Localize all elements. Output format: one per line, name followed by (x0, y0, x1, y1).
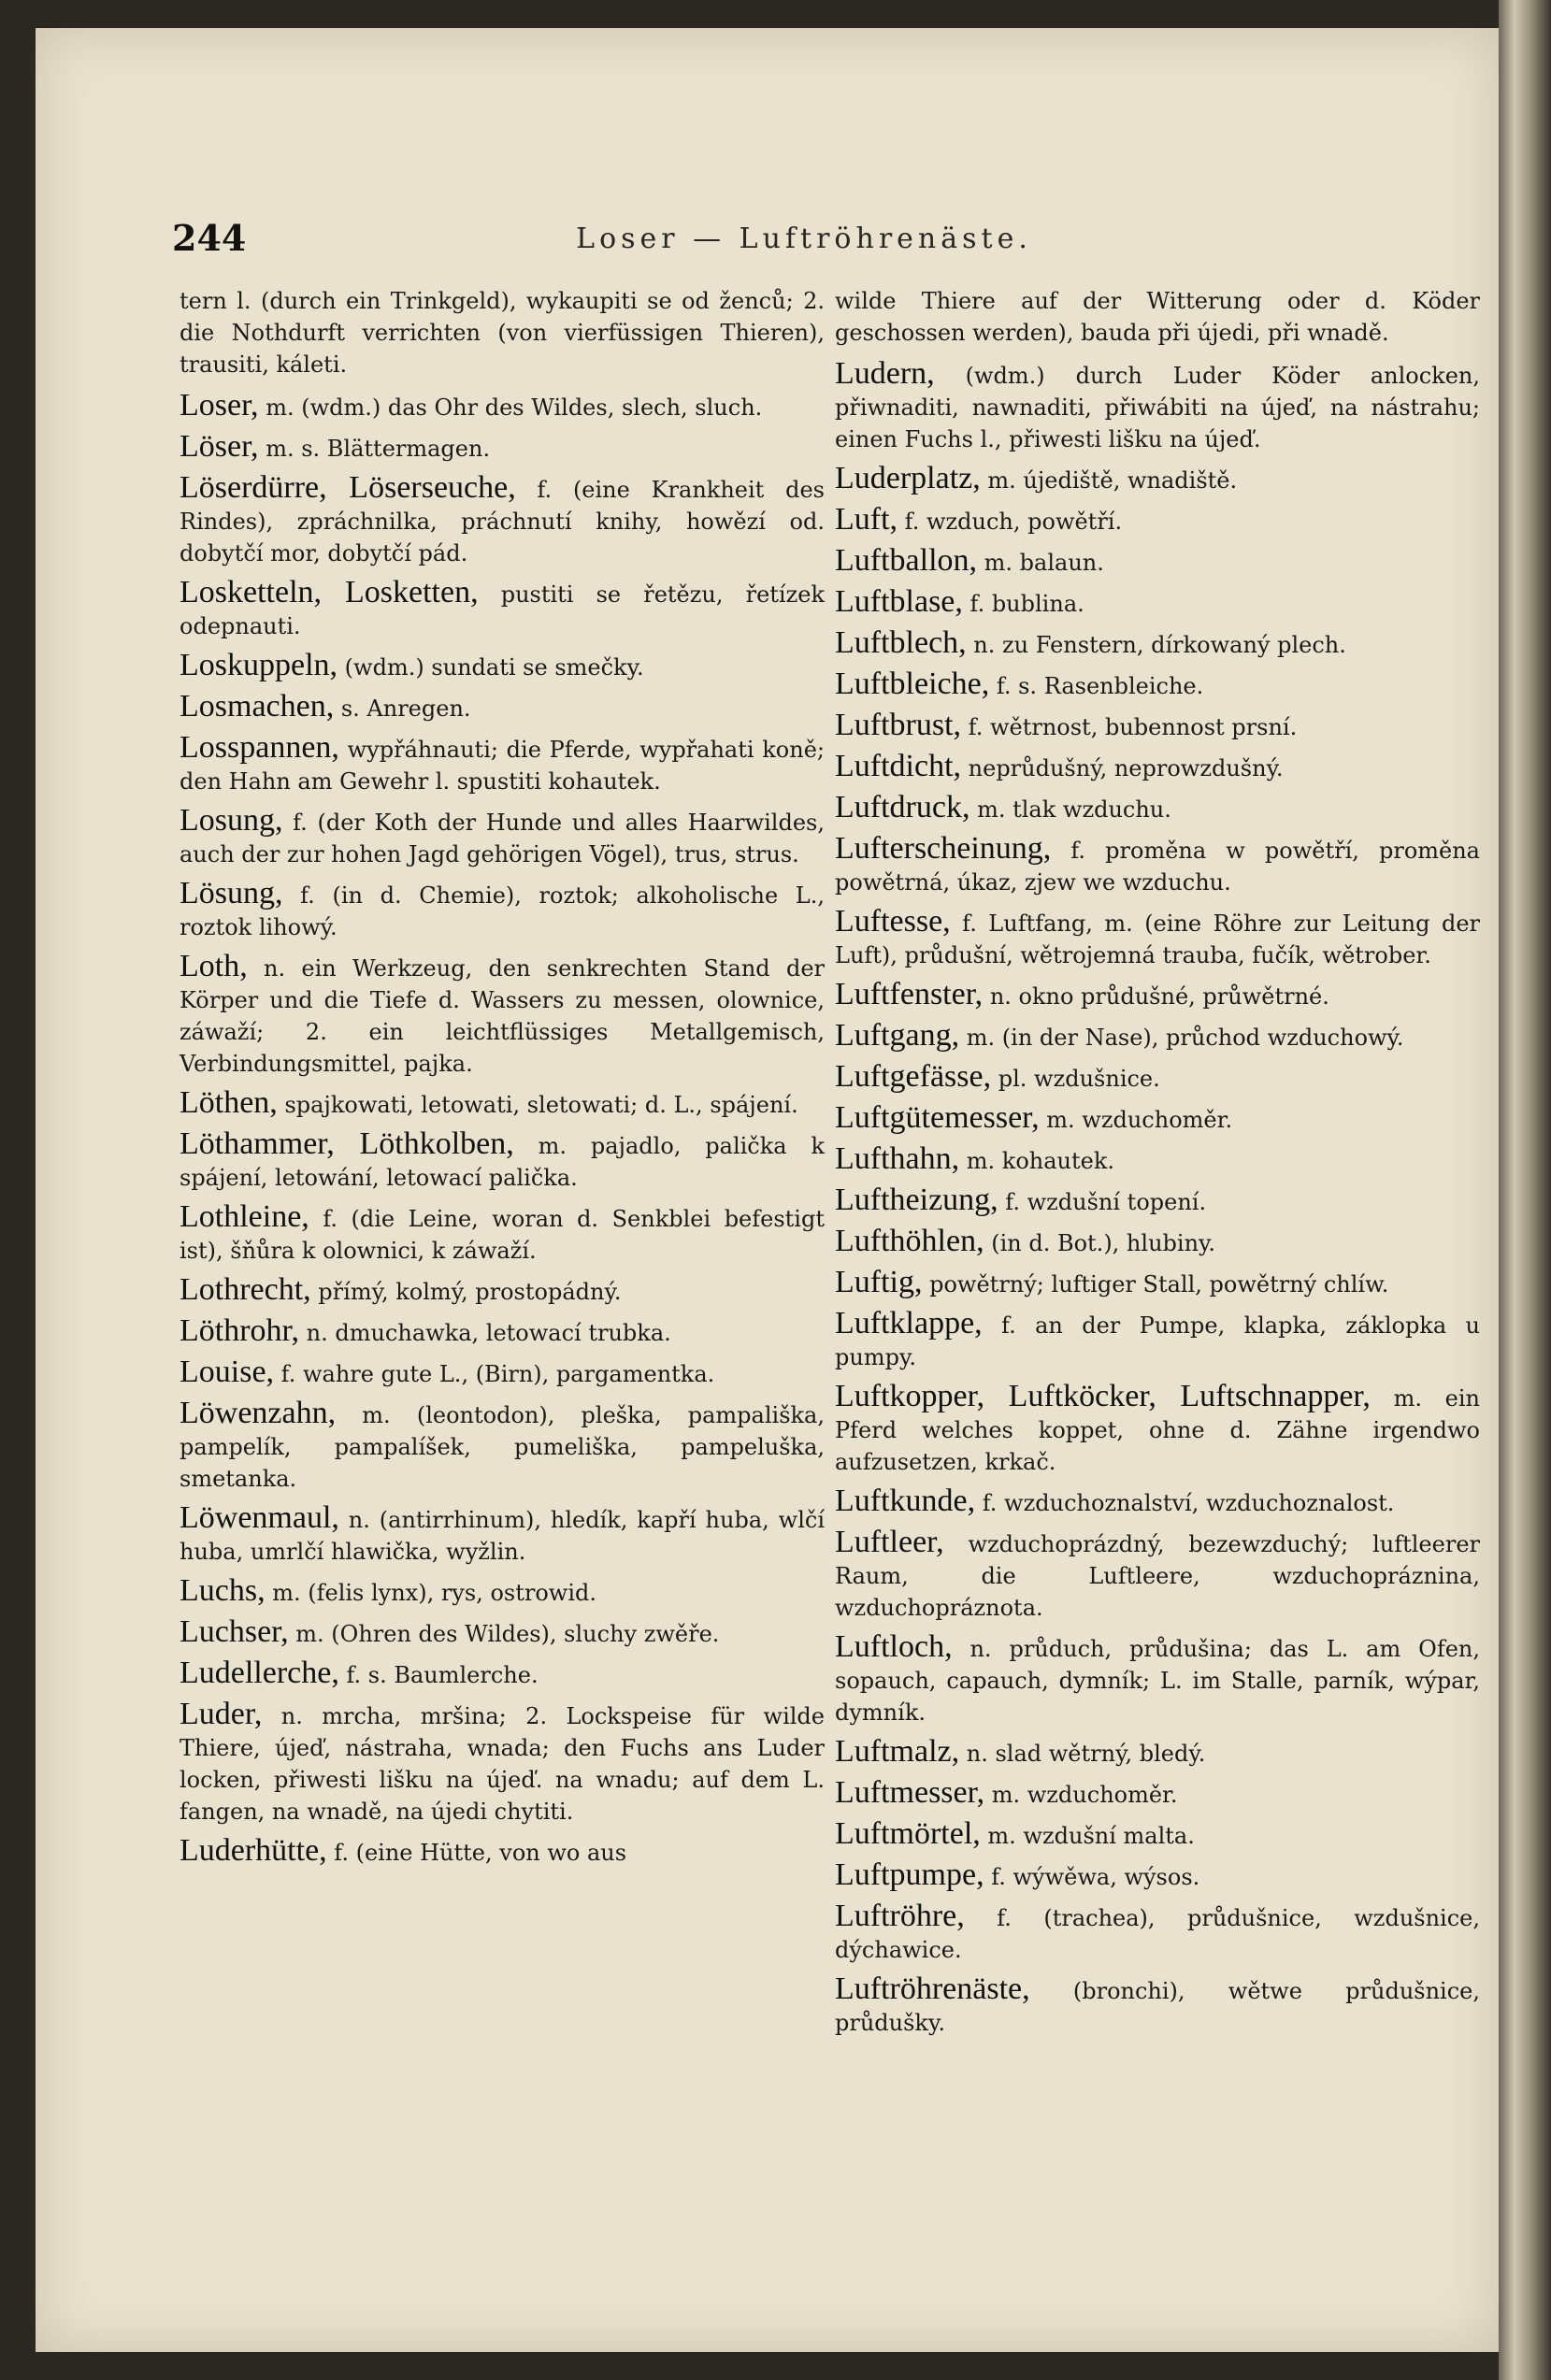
dictionary-entry (180, 732, 825, 797)
dictionary-entry (835, 504, 1480, 538)
dictionary-entry (835, 1143, 1480, 1177)
entry-headword: Luftkunde, (835, 1484, 976, 1518)
dictionary-entry (180, 1201, 825, 1267)
entry-headword: Lothleine, (180, 1199, 309, 1234)
dictionary-entry (835, 751, 1480, 784)
entry-headword: Luftpumpe, (835, 1857, 984, 1892)
entry-headword: Luftballon, (835, 543, 978, 578)
entry-definition: f. s. Rasenbleiche. (989, 673, 1204, 699)
entry-headword: Luftleer, (835, 1525, 944, 1559)
dictionary-entry (835, 463, 1480, 496)
dictionary-entry (835, 1102, 1480, 1136)
dictionary-entry (180, 805, 825, 870)
dictionary-entry (835, 1973, 1480, 2039)
entry-definition: f. an der Pumpe, klapka, záklopka u pumpy. (835, 1312, 1480, 1370)
entry-definition: f. wýwěwa, wýsos. (984, 1864, 1200, 1890)
running-head: Loser — Luftröhrenäste. (576, 222, 1032, 255)
entry-definition: spajkowati, letowati, sletowati; d. L., spájení. (277, 1092, 798, 1118)
entry-definition: pl. wzdušnice. (991, 1066, 1160, 1092)
entry-headword: Lufthahn, (835, 1141, 960, 1176)
entry-definition: f. wzdušní topení. (998, 1189, 1207, 1215)
entry-definition: n. slad wětrný, bledý. (959, 1741, 1206, 1767)
entry-headword: Luftbleiche, (835, 667, 990, 701)
dictionary-entry (835, 1485, 1480, 1519)
entry-definition: s. Anregen. (334, 695, 471, 722)
dictionary-entry (180, 577, 825, 642)
dictionary-entry (835, 1900, 1480, 1966)
dictionary-entry (180, 951, 825, 1080)
entry-headword: Luftdruck, (835, 790, 970, 824)
entry-definition: wilde Thiere auf der Witterung oder d. Köder geschossen werden), bauda při újedi, při wnadě. (835, 288, 1480, 346)
entry-headword: Losketteln, Losketten, (180, 575, 479, 609)
entry-headword: Luftmalz, (835, 1734, 960, 1769)
dictionary-entry (835, 627, 1480, 661)
entry-definition: tern l. (durch ein Trinkgeld), wykaupiti se od ženců; 2. die Nothdurft verrichten (von vierfüssigen Thieren), trausiti, káleti. (180, 288, 825, 378)
entry-definition: f. wzduch, powětří. (898, 509, 1123, 535)
entry-headword: Luchser, (180, 1614, 289, 1649)
entry-definition: m. ein Pferd welches koppet, ohne d. Zähne irgendwo aufzusetzen, krkač. (835, 1385, 1480, 1475)
entry-headword: Löthammer, Löthkolben, (180, 1126, 514, 1161)
entry-definition: f. (in d. Chemie), roztok; alkoholische L., roztok lihowý. (180, 882, 825, 940)
entry-headword: Lufthöhlen, (835, 1224, 984, 1258)
entry-definition: pustiti se řetězu, řetízek odepnauti. (180, 581, 825, 639)
dictionary-entry (180, 1699, 825, 1828)
book-edge (1499, 0, 1551, 2380)
entry-headword: Löser, (180, 429, 259, 464)
dictionary-entry (835, 1818, 1480, 1852)
entry-headword: Löserdürre, Löserseuche, (180, 470, 516, 505)
entry-headword: Lösung, (180, 876, 283, 910)
entry-definition: n. mrcha, mršina; 2. Lockspeise für wilde Thiere, újeď, nástraha, wnada; den Fuchs ans Luder locken, přiwesti lišku na újeď. na wnadu; auf dem L. fangen, na wnadě, na újedi chytiti. (180, 1703, 825, 1825)
entry-headword: Luft, (835, 502, 898, 537)
entry-definition: f. (eine Krankheit des Rindes), zpráchnilka, práchnutí knihy, howězí od. dobytčí mor, dobytčí pád. (180, 477, 825, 566)
entry-headword: Loth, (180, 949, 248, 983)
dictionary-entry (835, 668, 1480, 702)
dictionary-entry (835, 710, 1480, 743)
entry-definition: wypřáhnauti; die Pferde, wypřahati koně; den Hahn am Gewehr l. spustiti kohautek. (180, 737, 825, 795)
entry-definition: f. (trachea), průdušnice, wzdušnice, dýchawice. (835, 1905, 1480, 1963)
dictionary-entry (835, 1226, 1480, 1259)
entry-definition: (wdm.) durch Luder Köder anlocken, přiwnaditi, nawnaditi, přiwábiti na újeď, na nástrahu; einen Fuchs l., přiwesti lišku na újeď. (835, 363, 1480, 452)
entry-headword: Luftloch, (835, 1629, 953, 1664)
entry-definition: (in d. Bot.), hlubiny. (984, 1230, 1216, 1256)
entry-headword: Loser, (180, 388, 259, 423)
entry-definition: f. (der Koth der Hunde und alles Haarwildes, auch der zur hohen Jagd gehörigen Vögel), trus, strus. (180, 810, 825, 867)
page-number: 244 (172, 217, 247, 259)
entry-definition: m. kohautek. (959, 1148, 1115, 1174)
entry-headword: Luftbrust, (835, 708, 962, 742)
entry-definition: m. wzduchoměr. (1039, 1107, 1233, 1133)
right-column (835, 285, 1480, 2046)
entry-headword: Löwenmaul, (180, 1500, 339, 1535)
dictionary-entry (835, 1777, 1480, 1811)
dictionary-entry (180, 1575, 825, 1609)
dictionary-entry (835, 1736, 1480, 1770)
entry-definition: m. (felis lynx), rys, ostrowid. (265, 1580, 596, 1606)
entry-definition: powětrný; luftiger Stall, powětrný chlíw. (922, 1271, 1389, 1298)
dictionary-entry (180, 1274, 825, 1308)
dictionary-entry (835, 833, 1480, 898)
dictionary-entry (180, 1502, 825, 1568)
entry-definition: (bronchi), wětwe průdušnice, průdušky. (835, 1978, 1480, 2036)
entry-definition: m. (leontodon), pleška, pampališka, pampelík, pampalíšek, pumeliška, pampeluška, smetanka. (180, 1402, 825, 1492)
entry-headword: Lufterscheinung, (835, 831, 1052, 866)
entry-definition: f. s. Baumlerche. (338, 1662, 539, 1688)
entry-headword: Luchs, (180, 1573, 266, 1608)
entry-headword: Luftmesser, (835, 1775, 985, 1810)
entry-headword: Losspannen, (180, 730, 339, 765)
dictionary-entry (835, 1631, 1480, 1728)
dictionary-entry (180, 390, 825, 423)
entry-definition: n. zu Fenstern, dírkowaný plech. (966, 632, 1346, 658)
entry-headword: Ludern, (835, 356, 935, 391)
dictionary-entry (835, 1267, 1480, 1300)
entry-headword: Luftröhre, (835, 1899, 965, 1933)
entry-definition: f. proměna w powětří, proměna powětrná, úkaz, zjew we wzduchu. (835, 838, 1480, 896)
dictionary-entry (835, 906, 1480, 971)
dictionary-entry (180, 1616, 825, 1650)
entry-headword: Losung, (180, 803, 283, 838)
entry-definition: f. (eine Hütte, von wo aus (326, 1840, 627, 1866)
entry-definition: wzduchoprázdný, bezewzduchý; luftleerer Raum, die Luftleere, wzduchopráznina, wzduchopráznota. (835, 1531, 1480, 1621)
entry-headword: Löwenzahn, (180, 1396, 337, 1430)
entry-definition: n. ein Werkzeug, den senkrechten Stand der Körper und die Tiefe d. Wassers zu messen, olownice, záwaží; 2. ein leichtflüssiges Metallgemisch, Verbindungsmittel, pajka. (180, 955, 825, 1077)
entry-headword: Louise, (180, 1355, 275, 1389)
dictionary-entry (835, 1020, 1480, 1054)
entry-definition: f. wětrnost, bubennost prsní. (961, 714, 1298, 740)
entry-definition: m. pajadlo, palička k spájení, letowání, letowací palička. (180, 1133, 825, 1191)
entry-definition: m. újediště, wnadiště. (980, 467, 1238, 494)
entry-definition: f. bublina. (962, 591, 1084, 617)
entry-definition: n. dmuchawka, letowací trubka. (299, 1320, 671, 1346)
dictionary-entry (835, 1381, 1480, 1478)
dictionary-entry (180, 1128, 825, 1194)
dictionary-entry (835, 1184, 1480, 1218)
dictionary-entry (835, 792, 1480, 825)
entry-headword: Luftgefässe, (835, 1059, 992, 1094)
dictionary-entry (180, 691, 825, 724)
entry-definition: f. Luftfang, m. (eine Röhre zur Leitung der Luft), průdušní, wětrojemná trauba, fučík, wětrober. (835, 910, 1480, 968)
dictionary-entry (180, 1398, 825, 1495)
entry-headword: Luftblech, (835, 625, 967, 660)
dictionary-entry (835, 979, 1480, 1012)
dictionary-entry (835, 1859, 1480, 1893)
entry-definition: m. (Ohren des Wildes), sluchy zwěře. (288, 1621, 720, 1647)
dictionary-entry (180, 650, 825, 683)
entry-headword: Luftmörtel, (835, 1816, 981, 1851)
entry-headword: Luftblase, (835, 584, 963, 619)
entry-definition: m. s. Blättermagen. (258, 436, 491, 462)
dictionary-entry (835, 545, 1480, 579)
entry-headword: Luftröhrenäste, (835, 1971, 1030, 2006)
entry-headword: Luftklappe, (835, 1306, 983, 1341)
entry-headword: Losmachen, (180, 689, 335, 724)
dictionary-entry (180, 1087, 825, 1121)
entry-headword: Ludellerche, (180, 1656, 339, 1690)
entry-definition: m. (in der Nase), průchod wzduchowý. (959, 1025, 1404, 1051)
entry-headword: Löthrohr, (180, 1313, 299, 1348)
entry-headword: Luftgang, (835, 1018, 960, 1053)
dictionary-entry (835, 1527, 1480, 1624)
entry-headword: Luftgütemesser, (835, 1100, 1040, 1135)
entry-headword: Lothrecht, (180, 1272, 311, 1307)
entry-definition: m. wzdušní malta. (980, 1823, 1195, 1849)
page-header (140, 217, 1468, 264)
entry-headword: Luftfenster, (835, 977, 984, 1011)
dictionary-entry (835, 358, 1480, 455)
entry-headword: Luftesse, (835, 904, 951, 939)
entry-headword: Loskuppeln, (180, 648, 338, 682)
dictionary-entry (180, 1315, 825, 1349)
entry-definition: m. wzduchoměr. (984, 1782, 1178, 1808)
dictionary-entry (835, 1308, 1480, 1373)
entry-headword: Luftkopper, Luftköcker, Luftschnapper, (835, 1379, 1371, 1413)
dictionary-entry (180, 1356, 825, 1390)
entry-definition: n. (antirrhinum), hledík, kapří huba, wlčí huba, umrlčí hlawička, wyžlin. (180, 1507, 825, 1565)
entry-definition: n. okno průdušné, průwětrné. (983, 983, 1329, 1010)
entry-headword: Luderhütte, (180, 1833, 327, 1868)
dictionary-entry (180, 285, 825, 380)
dictionary-entry (835, 285, 1480, 349)
entry-headword: Löthen, (180, 1085, 278, 1120)
entry-definition: (wdm.) sundati se smečky. (337, 654, 644, 681)
dictionary-entry (180, 431, 825, 465)
entry-definition: f. (die Leine, woran d. Senkblei befestigt ist), šňůra k olownici, k záwaží. (180, 1206, 825, 1264)
entry-definition: f. wzduchoznalství, wzduchoznalost. (975, 1490, 1395, 1516)
entry-definition: f. wahre gute L., (Birn), pargamentka. (274, 1361, 715, 1387)
dictionary-entry (180, 1835, 825, 1869)
dictionary-entry (180, 878, 825, 943)
entry-definition: m. balaun. (977, 550, 1104, 576)
dictionary-entry (180, 1657, 825, 1691)
entry-headword: Luftig, (835, 1265, 923, 1299)
entry-headword: Luderplatz, (835, 461, 981, 495)
entry-definition: neprůdušný, neprowzdušný. (961, 755, 1284, 781)
entry-definition: n. průduch, průdušina; das L. am Ofen, sopauch, capauch, dymník; L. im Stalle, parník, wýpar, dymník. (835, 1636, 1480, 1726)
entry-definition: přímý, kolmý, prostopádný. (310, 1279, 622, 1305)
entry-definition: m. (wdm.) das Ohr des Wildes, slech, sluch. (258, 394, 763, 421)
left-column (180, 285, 825, 1876)
entry-headword: Luftheizung, (835, 1183, 998, 1217)
entry-definition: m. tlak wzduchu. (969, 796, 1171, 823)
dictionary-entry (180, 472, 825, 569)
dictionary-entry (835, 1061, 1480, 1095)
entry-headword: Luder, (180, 1697, 263, 1731)
entry-headword: Luftdicht, (835, 749, 962, 783)
dictionary-entry (835, 586, 1480, 620)
